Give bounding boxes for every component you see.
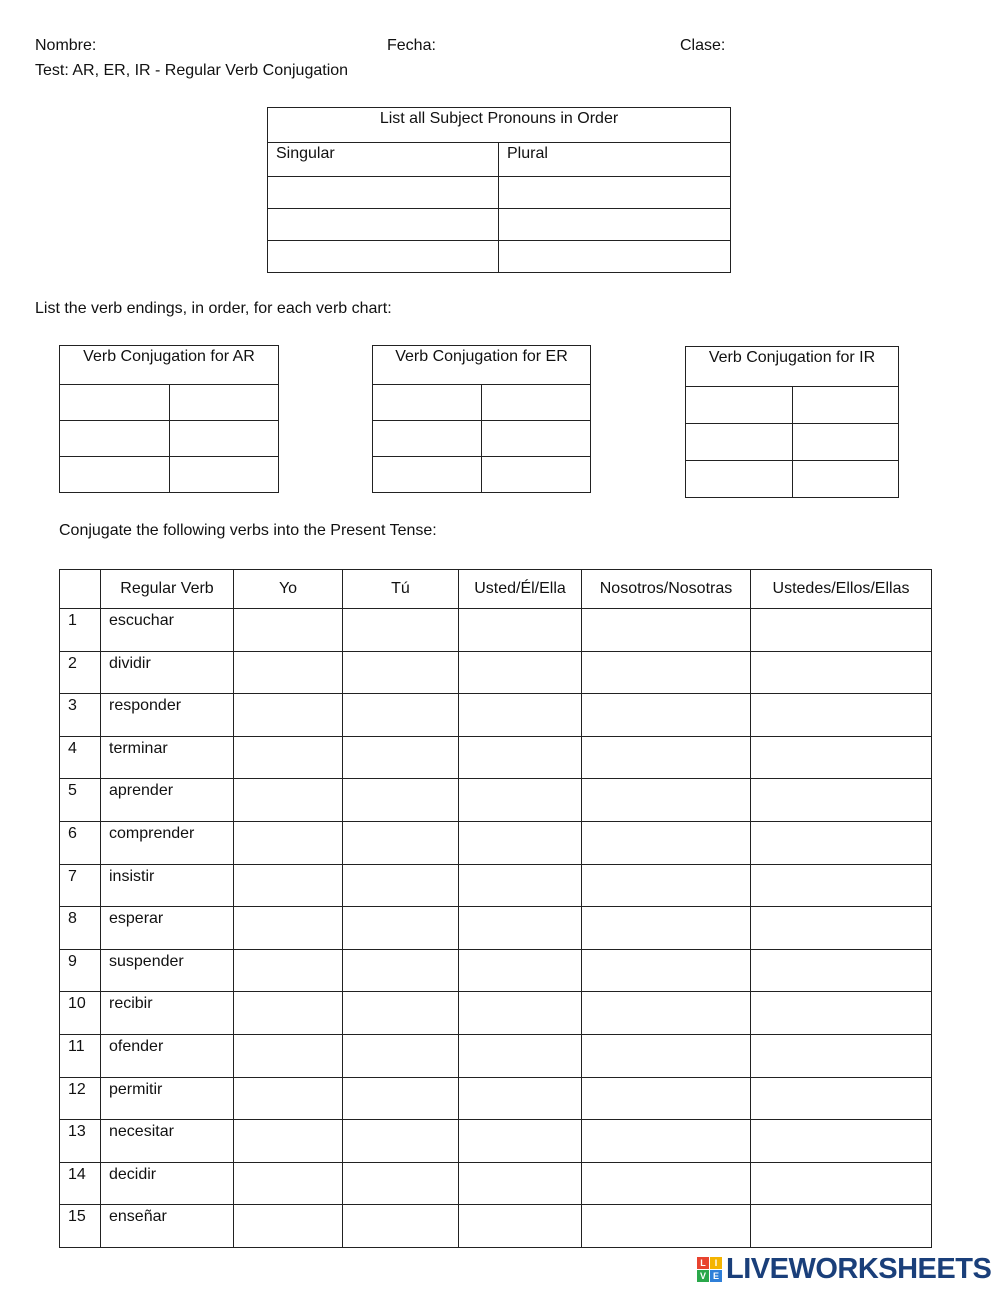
- answer-cell[interactable]: [234, 992, 343, 1035]
- header-number: [60, 570, 101, 609]
- answer-cell[interactable]: [582, 651, 751, 694]
- answer-cell[interactable]: [793, 387, 899, 424]
- table-row: [60, 864, 932, 907]
- row-verb: permitir: [101, 1077, 234, 1120]
- row-verb: dividir: [101, 651, 234, 694]
- endings-instruction: List the verb endings, in order, for each verb chart:: [35, 300, 392, 317]
- answer-cell[interactable]: [343, 1034, 459, 1077]
- answer-cell[interactable]: [234, 821, 343, 864]
- answer-cell[interactable]: [499, 177, 731, 209]
- answer-cell[interactable]: [751, 907, 932, 950]
- answer-cell[interactable]: [234, 1077, 343, 1120]
- answer-cell[interactable]: [234, 779, 343, 822]
- answer-cell[interactable]: [60, 457, 170, 493]
- answer-cell[interactable]: [343, 609, 459, 652]
- answer-cell[interactable]: [499, 209, 731, 241]
- answer-cell[interactable]: [60, 385, 170, 421]
- row-number: 3: [60, 694, 101, 737]
- nombre-label: Nombre:: [35, 37, 97, 54]
- answer-cell[interactable]: [234, 694, 343, 737]
- answer-cell[interactable]: [234, 907, 343, 950]
- answer-cell[interactable]: [582, 609, 751, 652]
- row-number: 14: [60, 1162, 101, 1205]
- table-row: [60, 694, 932, 737]
- answer-cell[interactable]: [582, 1034, 751, 1077]
- row-number: 6: [60, 821, 101, 864]
- row-number: 1: [60, 609, 101, 652]
- answer-cell[interactable]: [343, 1162, 459, 1205]
- row-number: 10: [60, 992, 101, 1035]
- answer-cell[interactable]: [582, 694, 751, 737]
- ir-endings-table: [685, 346, 899, 498]
- pronouns-col-singular: Singular: [268, 143, 499, 177]
- answer-cell[interactable]: [482, 385, 591, 421]
- row-verb: responder: [101, 694, 234, 737]
- logo-text: LIVEWORKSHEETS: [726, 1253, 992, 1285]
- row-verb: comprender: [101, 821, 234, 864]
- answer-cell[interactable]: [582, 779, 751, 822]
- row-verb: enseñar: [101, 1205, 234, 1248]
- answer-cell[interactable]: [459, 779, 582, 822]
- answer-cell[interactable]: [751, 609, 932, 652]
- answer-cell[interactable]: [751, 736, 932, 779]
- answer-cell[interactable]: [751, 694, 932, 737]
- liveworksheets-logo: [697, 1253, 991, 1286]
- answer-cell[interactable]: [170, 385, 279, 421]
- table-row: [60, 907, 932, 950]
- table-row: [60, 1120, 932, 1163]
- row-verb: ofender: [101, 1034, 234, 1077]
- er-endings-title: Verb Conjugation for ER: [373, 346, 591, 385]
- table-row: [60, 609, 932, 652]
- answer-cell[interactable]: [459, 736, 582, 779]
- header-ustedes: Ustedes/Ellos/Ellas: [751, 570, 932, 609]
- answer-cell[interactable]: [582, 992, 751, 1035]
- table-row: [60, 949, 932, 992]
- clase-label: Clase:: [680, 37, 726, 54]
- row-verb: recibir: [101, 992, 234, 1035]
- pronouns-title: List all Subject Pronouns in Order: [268, 108, 731, 143]
- table-row: [60, 736, 932, 779]
- answer-cell[interactable]: [751, 1034, 932, 1077]
- answer-cell[interactable]: [459, 1034, 582, 1077]
- table-row: [60, 821, 932, 864]
- answer-cell[interactable]: [751, 949, 932, 992]
- answer-cell[interactable]: [268, 209, 499, 241]
- answer-cell[interactable]: [751, 1162, 932, 1205]
- answer-cell[interactable]: [170, 421, 279, 457]
- table-row: [60, 651, 932, 694]
- answer-cell[interactable]: [373, 385, 482, 421]
- answer-cell[interactable]: [482, 421, 591, 457]
- conjugate-instruction: Conjugate the following verbs into the Present Tense:: [59, 522, 437, 539]
- answer-cell[interactable]: [343, 736, 459, 779]
- answer-cell[interactable]: [459, 1205, 582, 1248]
- row-number: 13: [60, 1120, 101, 1163]
- answer-cell[interactable]: [459, 651, 582, 694]
- table-row: [60, 1077, 932, 1120]
- answer-cell[interactable]: [582, 1077, 751, 1120]
- answer-cell[interactable]: [793, 461, 899, 498]
- pronouns-table: [267, 107, 731, 273]
- answer-cell[interactable]: [686, 461, 793, 498]
- answer-cell[interactable]: [459, 949, 582, 992]
- logo-letter: L: [697, 1257, 709, 1269]
- answer-cell[interactable]: [343, 1120, 459, 1163]
- answer-cell[interactable]: [793, 424, 899, 461]
- answer-cell[interactable]: [343, 907, 459, 950]
- header-tu: Tú: [343, 570, 459, 609]
- answer-cell[interactable]: [343, 1077, 459, 1120]
- answer-cell[interactable]: [234, 1162, 343, 1205]
- answer-cell[interactable]: [373, 421, 482, 457]
- answer-cell[interactable]: [343, 779, 459, 822]
- table-row: [60, 1162, 932, 1205]
- answer-cell[interactable]: [751, 1205, 932, 1248]
- answer-cell[interactable]: [751, 992, 932, 1035]
- answer-cell[interactable]: [234, 651, 343, 694]
- logo-mark-icon: [697, 1257, 722, 1282]
- answer-cell[interactable]: [582, 736, 751, 779]
- answer-cell[interactable]: [343, 651, 459, 694]
- ir-endings-title: Verb Conjugation for IR: [686, 347, 899, 387]
- answer-cell[interactable]: [234, 1034, 343, 1077]
- answer-cell[interactable]: [582, 864, 751, 907]
- answer-cell[interactable]: [582, 1120, 751, 1163]
- row-number: 9: [60, 949, 101, 992]
- ar-endings-title: Verb Conjugation for AR: [60, 346, 279, 385]
- row-number: 15: [60, 1205, 101, 1248]
- answer-cell[interactable]: [459, 694, 582, 737]
- answer-cell[interactable]: [268, 241, 499, 273]
- answer-cell[interactable]: [343, 949, 459, 992]
- row-number: 7: [60, 864, 101, 907]
- test-title: Test: AR, ER, IR - Regular Verb Conjugation: [35, 62, 349, 79]
- answer-cell[interactable]: [582, 821, 751, 864]
- row-verb: esperar: [101, 907, 234, 950]
- answer-cell[interactable]: [686, 387, 793, 424]
- answer-cell[interactable]: [751, 864, 932, 907]
- header-usted: Usted/Él/Ella: [459, 570, 582, 609]
- table-row: [60, 1034, 932, 1077]
- answer-cell[interactable]: [343, 864, 459, 907]
- fecha-label: Fecha:: [387, 37, 436, 54]
- row-verb: decidir: [101, 1162, 234, 1205]
- answer-cell[interactable]: [582, 949, 751, 992]
- answer-cell[interactable]: [343, 1205, 459, 1248]
- answer-cell[interactable]: [459, 1077, 582, 1120]
- header-regular-verb: Regular Verb: [101, 570, 234, 609]
- answer-cell[interactable]: [343, 694, 459, 737]
- row-verb: necesitar: [101, 1120, 234, 1163]
- row-verb: terminar: [101, 736, 234, 779]
- row-verb: escuchar: [101, 609, 234, 652]
- answer-cell[interactable]: [751, 1077, 932, 1120]
- logo-letter: I: [710, 1257, 722, 1269]
- conjugation-table: [59, 569, 932, 1248]
- row-number: 5: [60, 779, 101, 822]
- answer-cell[interactable]: [234, 949, 343, 992]
- answer-cell[interactable]: [234, 1205, 343, 1248]
- answer-cell[interactable]: [582, 907, 751, 950]
- answer-cell[interactable]: [751, 651, 932, 694]
- pronouns-col-plural: Plural: [499, 143, 731, 177]
- answer-cell[interactable]: [751, 821, 932, 864]
- row-number: 11: [60, 1034, 101, 1077]
- answer-cell[interactable]: [582, 1205, 751, 1248]
- answer-cell[interactable]: [234, 609, 343, 652]
- row-verb: suspender: [101, 949, 234, 992]
- answer-cell[interactable]: [751, 1120, 932, 1163]
- header-yo: Yo: [234, 570, 343, 609]
- answer-cell[interactable]: [751, 779, 932, 822]
- answer-cell[interactable]: [343, 992, 459, 1035]
- table-row: [60, 992, 932, 1035]
- row-number: 4: [60, 736, 101, 779]
- logo-letter: E: [710, 1270, 722, 1282]
- answer-cell[interactable]: [686, 424, 793, 461]
- answer-cell[interactable]: [234, 736, 343, 779]
- answer-cell[interactable]: [268, 177, 499, 209]
- header-nosotros: Nosotros/Nosotras: [582, 570, 751, 609]
- row-verb: aprender: [101, 779, 234, 822]
- table-row: [60, 779, 932, 822]
- answer-cell[interactable]: [373, 457, 482, 493]
- row-number: 12: [60, 1077, 101, 1120]
- answer-cell[interactable]: [459, 864, 582, 907]
- answer-cell[interactable]: [459, 609, 582, 652]
- row-number: 8: [60, 907, 101, 950]
- answer-cell[interactable]: [234, 864, 343, 907]
- answer-cell[interactable]: [459, 821, 582, 864]
- answer-cell[interactable]: [60, 421, 170, 457]
- row-verb: insistir: [101, 864, 234, 907]
- logo-letter: V: [697, 1270, 709, 1282]
- answer-cell[interactable]: [499, 241, 731, 273]
- row-number: 2: [60, 651, 101, 694]
- er-endings-table: [372, 345, 591, 493]
- answer-cell[interactable]: [459, 907, 582, 950]
- answer-cell[interactable]: [459, 1120, 582, 1163]
- answer-cell[interactable]: [459, 1162, 582, 1205]
- answer-cell[interactable]: [343, 821, 459, 864]
- answer-cell[interactable]: [459, 992, 582, 1035]
- answer-cell[interactable]: [234, 1120, 343, 1163]
- answer-cell[interactable]: [482, 457, 591, 493]
- answer-cell[interactable]: [170, 457, 279, 493]
- answer-cell[interactable]: [582, 1162, 751, 1205]
- table-row: [60, 1205, 932, 1248]
- ar-endings-table: [59, 345, 279, 493]
